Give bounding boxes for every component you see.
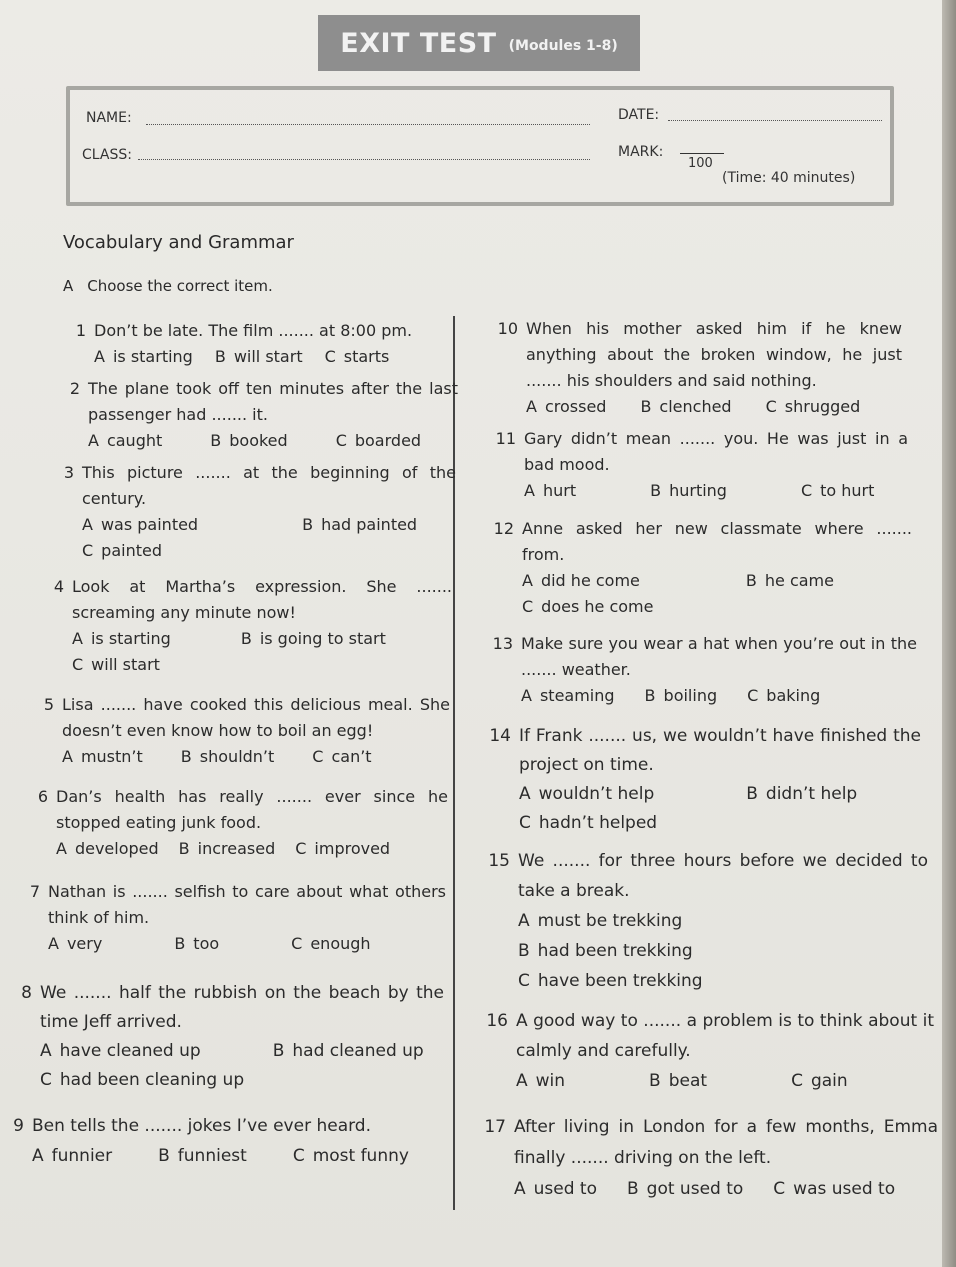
question-3 bbox=[63, 460, 456, 564]
question-15 bbox=[488, 846, 928, 996]
mark-field[interactable] bbox=[680, 153, 724, 154]
option-b[interactable]: B will start bbox=[214, 347, 303, 366]
question-stem: Dan’s health has really ....... ever since he stopped eating junk food. bbox=[56, 787, 448, 832]
question-1 bbox=[75, 318, 439, 370]
option-c[interactable]: C will start bbox=[72, 655, 160, 674]
title-banner bbox=[318, 15, 640, 71]
question-number: 15 bbox=[488, 851, 510, 871]
option-c[interactable]: C most funny bbox=[292, 1146, 409, 1166]
class-label: CLASS: bbox=[82, 147, 132, 163]
option-a[interactable]: A very bbox=[48, 934, 103, 953]
question-number: 17 bbox=[484, 1117, 506, 1137]
question-7 bbox=[29, 879, 446, 957]
time-note: (Time: 40 minutes) bbox=[722, 170, 856, 186]
option-c[interactable]: C starts bbox=[324, 347, 390, 366]
option-c[interactable]: C shrugged bbox=[765, 397, 861, 416]
option-a[interactable]: A must be trekking bbox=[518, 911, 683, 931]
question-12 bbox=[493, 516, 912, 620]
option-b[interactable]: B funniest bbox=[158, 1146, 247, 1166]
option-a[interactable]: A wouldn’t help bbox=[519, 784, 655, 804]
question-6 bbox=[37, 784, 448, 862]
option-b[interactable]: B had cleaned up bbox=[272, 1041, 424, 1061]
date-label: DATE: bbox=[618, 107, 660, 123]
question-14 bbox=[489, 722, 921, 838]
question-10 bbox=[497, 316, 902, 420]
class-field[interactable] bbox=[138, 159, 590, 160]
question-number: 6 bbox=[37, 787, 48, 806]
question-stem: Gary didn’t mean ....... you. He was just in a bad mood. bbox=[524, 429, 908, 474]
option-b[interactable]: B booked bbox=[210, 431, 288, 450]
question-9 bbox=[13, 1111, 442, 1171]
option-c[interactable]: C does he come bbox=[522, 597, 654, 616]
option-a[interactable]: A mustn’t bbox=[62, 747, 143, 766]
option-a[interactable]: A crossed bbox=[526, 397, 607, 416]
section-title: Vocabulary and Grammar bbox=[63, 232, 294, 253]
option-a[interactable]: A hurt bbox=[524, 481, 577, 500]
question-stem: Don’t be late. The film ....... at 8:00 pm. bbox=[94, 321, 413, 340]
option-a[interactable]: A is starting bbox=[72, 629, 171, 648]
option-a[interactable]: A used to bbox=[514, 1179, 597, 1199]
question-stem: Make sure you wear a hat when you’re out in the ....... weather. bbox=[521, 634, 917, 679]
option-b[interactable]: B clenched bbox=[640, 397, 732, 416]
option-a[interactable]: A caught bbox=[88, 431, 163, 450]
question-number: 8 bbox=[21, 983, 32, 1003]
question-number: 7 bbox=[29, 882, 40, 901]
question-number: 10 bbox=[497, 319, 518, 338]
option-b[interactable]: B shouldn’t bbox=[180, 747, 275, 766]
question-number: 14 bbox=[489, 726, 511, 746]
name-field[interactable] bbox=[146, 124, 590, 125]
question-stem: A good way to ....... a problem is to think about it calmly and carefully. bbox=[516, 1011, 934, 1061]
question-8 bbox=[21, 979, 444, 1095]
question-stem: Nathan is ....... selfish to care about what others think of him. bbox=[48, 882, 446, 927]
question-stem: Anne asked her new classmate where ....... from. bbox=[522, 519, 912, 564]
question-number: 13 bbox=[492, 634, 513, 653]
question-number: 4 bbox=[53, 577, 64, 596]
question-number: 1 bbox=[75, 321, 86, 340]
instruction-text: Choose the correct item. bbox=[87, 277, 273, 295]
option-b[interactable]: B hurting bbox=[650, 481, 727, 500]
question-5 bbox=[43, 692, 450, 770]
question-16 bbox=[486, 1006, 934, 1096]
option-a[interactable]: A developed bbox=[56, 839, 159, 858]
option-b[interactable]: B had been trekking bbox=[518, 941, 693, 961]
option-b[interactable]: B he came bbox=[745, 571, 834, 590]
option-b[interactable]: B didn’t help bbox=[746, 784, 858, 804]
page-subtitle: (Modules 1-8) bbox=[508, 38, 618, 54]
option-c[interactable]: C boarded bbox=[335, 431, 422, 450]
question-stem: We ....... half the rubbish on the beach by the time Jeff arrived. bbox=[40, 983, 444, 1032]
option-b[interactable]: B got used to bbox=[627, 1179, 744, 1199]
option-b[interactable]: B too bbox=[174, 934, 220, 953]
question-number: 5 bbox=[43, 695, 54, 714]
option-c[interactable]: C hadn’t helped bbox=[519, 813, 658, 833]
date-field[interactable] bbox=[668, 120, 882, 121]
question-2 bbox=[69, 376, 458, 454]
question-4 bbox=[53, 574, 452, 678]
question-stem: When his mother asked him if he knew anything about the broken window, he just ....... his shoulders and said nothing. bbox=[526, 319, 902, 390]
instruction bbox=[63, 277, 273, 295]
page-edge bbox=[942, 0, 956, 1267]
option-a[interactable]: A win bbox=[516, 1071, 566, 1091]
option-b[interactable]: B is going to start bbox=[240, 629, 386, 648]
option-c[interactable]: C enough bbox=[291, 934, 371, 953]
option-c[interactable]: C had been cleaning up bbox=[40, 1070, 245, 1090]
question-number: 9 bbox=[13, 1116, 24, 1136]
question-stem: The plane took off ten minutes after the last passenger had ....... it. bbox=[88, 379, 458, 424]
question-stem: If Frank ....... us, we wouldn’t have finished the project on time. bbox=[519, 726, 921, 775]
question-number: 12 bbox=[493, 519, 514, 538]
question-13 bbox=[492, 631, 917, 709]
option-c[interactable]: C gain bbox=[791, 1071, 848, 1091]
question-stem: Look at Martha’s expression. She ....... screaming any minute now! bbox=[72, 577, 452, 622]
student-info-box bbox=[66, 86, 894, 206]
option-a[interactable]: A have cleaned up bbox=[40, 1041, 201, 1061]
question-number: 16 bbox=[486, 1011, 508, 1031]
name-label: NAME: bbox=[86, 110, 132, 126]
mark-total: 100 bbox=[688, 156, 713, 171]
option-b[interactable]: B boiling bbox=[644, 686, 718, 705]
option-a[interactable]: A is starting bbox=[94, 347, 193, 366]
question-stem: This picture ....... at the beginning of the century. bbox=[82, 463, 456, 508]
page-title: EXIT TEST bbox=[340, 27, 497, 59]
option-a[interactable]: A did he come bbox=[522, 571, 640, 590]
question-stem: We ....... for three hours before we decided to take a break. bbox=[518, 851, 928, 901]
option-c[interactable]: C improved bbox=[295, 839, 391, 858]
option-a[interactable]: A funnier bbox=[32, 1146, 113, 1166]
option-c[interactable]: C baking bbox=[747, 686, 821, 705]
option-a[interactable]: A steaming bbox=[521, 686, 615, 705]
option-b[interactable]: B beat bbox=[649, 1071, 708, 1091]
option-c[interactable]: C have been trekking bbox=[518, 971, 703, 991]
question-number: 3 bbox=[63, 463, 74, 482]
question-stem: After living in London for a few months, Emma finally ....... driving on the left. bbox=[514, 1117, 938, 1168]
question-17 bbox=[484, 1112, 938, 1205]
option-b[interactable]: B had painted bbox=[302, 515, 418, 534]
question-stem: Lisa ....... have cooked this delicious meal. She doesn’t even know how to boil an egg! bbox=[62, 695, 450, 740]
option-c[interactable]: C was used to bbox=[773, 1179, 896, 1199]
mark-label: MARK: bbox=[618, 144, 664, 160]
option-b[interactable]: B increased bbox=[178, 839, 276, 858]
question-stem: Ben tells the ....... jokes I’ve ever heard. bbox=[32, 1116, 371, 1136]
question-11 bbox=[495, 426, 908, 504]
option-c[interactable]: C can’t bbox=[312, 747, 372, 766]
option-a[interactable]: A was painted bbox=[82, 515, 199, 534]
part-letter: A bbox=[63, 277, 74, 295]
option-c[interactable]: C to hurt bbox=[800, 481, 875, 500]
option-c[interactable]: C painted bbox=[82, 541, 162, 560]
question-number: 2 bbox=[69, 379, 80, 398]
question-number: 11 bbox=[495, 429, 516, 448]
